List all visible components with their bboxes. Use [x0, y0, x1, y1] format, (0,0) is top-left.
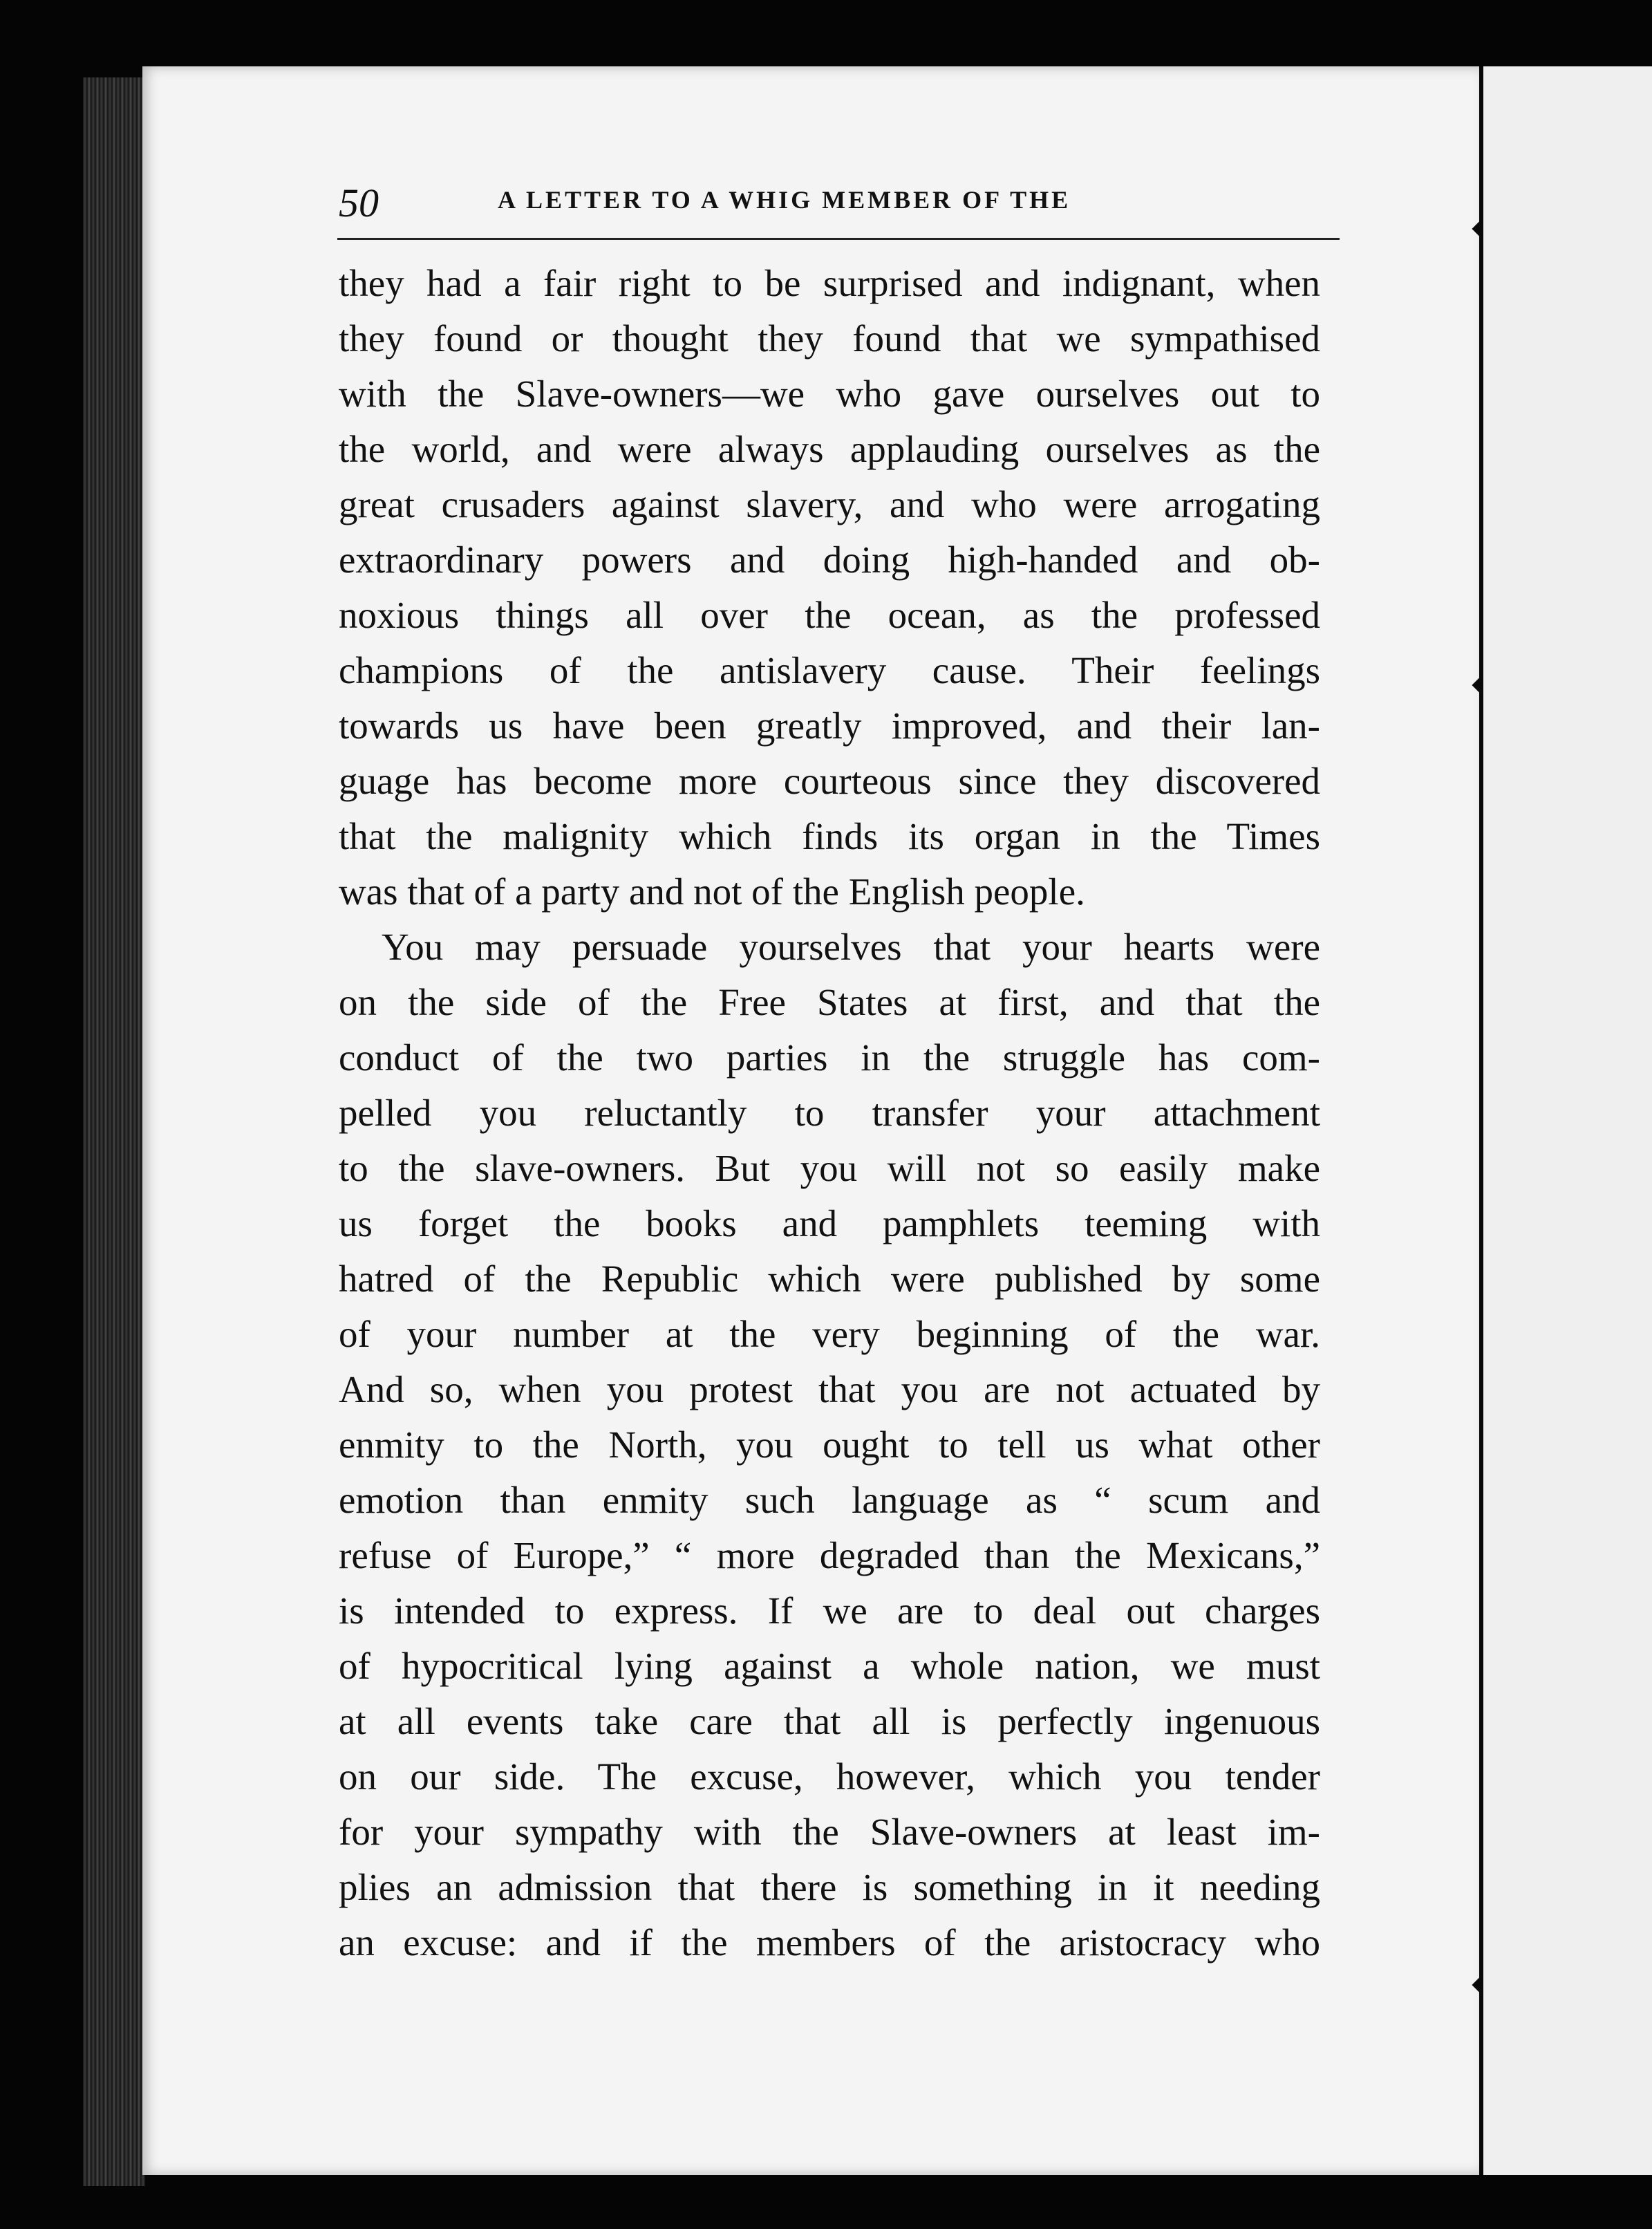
text-line: with the Slave-owners—we who gave ourselves out to — [339, 373, 1320, 415]
text-line: enmity to the North, you ought to tell us what other — [339, 1424, 1320, 1466]
text-line: champions of the antislavery cause. Their feelings — [339, 649, 1320, 691]
book-spine-edge — [83, 77, 145, 2186]
text-line: they had a fair right to be surprised and indignant, when — [339, 262, 1320, 304]
text-line: great crusaders against slavery, and who were arrogating — [339, 483, 1320, 525]
text-line: on the side of the Free States at first, and that the — [339, 981, 1320, 1023]
text-line: guage has become more courteous since they discovered — [339, 760, 1320, 802]
text-line: noxious things all over the ocean, as the professed — [339, 594, 1320, 636]
text-line: of your number at the very beginning of the war. — [339, 1313, 1320, 1355]
text-line: us forget the books and pamphlets teeming with — [339, 1202, 1320, 1244]
text-line: towards us have been greatly improved, and their lan- — [339, 705, 1320, 747]
text-line: is intended to express. If we are to deal out charges — [339, 1589, 1320, 1632]
text-line: at all events take care that all is perfectly ingenuous — [339, 1700, 1320, 1742]
page-header — [339, 178, 1341, 227]
text-line: of hypocritical lying against a whole nation, we must — [339, 1645, 1320, 1687]
text-line: pelled you reluctantly to transfer your attachment — [339, 1092, 1320, 1134]
text-line: plies an admission that there is something in it needing — [339, 1866, 1320, 1908]
paragraph-start-line: You may persuade yourselves that your hearts were — [382, 926, 1320, 968]
text-line: for your sympathy with the Slave-owners at least im- — [339, 1811, 1320, 1853]
text-line: conduct of the two parties in the struggle has com- — [339, 1036, 1320, 1079]
running-title: A LETTER TO A WHIG MEMBER OF THE — [498, 186, 1071, 214]
text-line: refuse of Europe,” “ more degraded than the Mexicans,” — [339, 1534, 1320, 1576]
text-line: hatred of the Republic which were published by some — [339, 1258, 1320, 1300]
header-rule — [337, 238, 1340, 240]
page-number: 50 — [339, 180, 379, 225]
facing-page-edge — [1483, 66, 1652, 2175]
paragraph-end-line: was that of a party and not of the English people. — [339, 870, 1085, 913]
text-line: that the malignity which finds its organ in the Times — [339, 815, 1320, 857]
text-line: to the slave-owners. But you will not so easily make — [339, 1147, 1320, 1189]
text-line: emotion than enmity such language as “ scum and — [339, 1479, 1320, 1521]
text-line: they found or thought they found that we sympathised — [339, 317, 1320, 360]
text-line: extraordinary powers and doing high-handed and ob- — [339, 539, 1320, 581]
text-line: the world, and were always applauding ourselves as the — [339, 428, 1320, 470]
text-line: on our side. The excuse, however, which you tender — [339, 1755, 1320, 1798]
text-line: And so, when you protest that you are not actuated by — [339, 1368, 1320, 1410]
text-line: an excuse: and if the members of the aristocracy who — [339, 1921, 1320, 1964]
body-text — [339, 256, 1320, 1970]
